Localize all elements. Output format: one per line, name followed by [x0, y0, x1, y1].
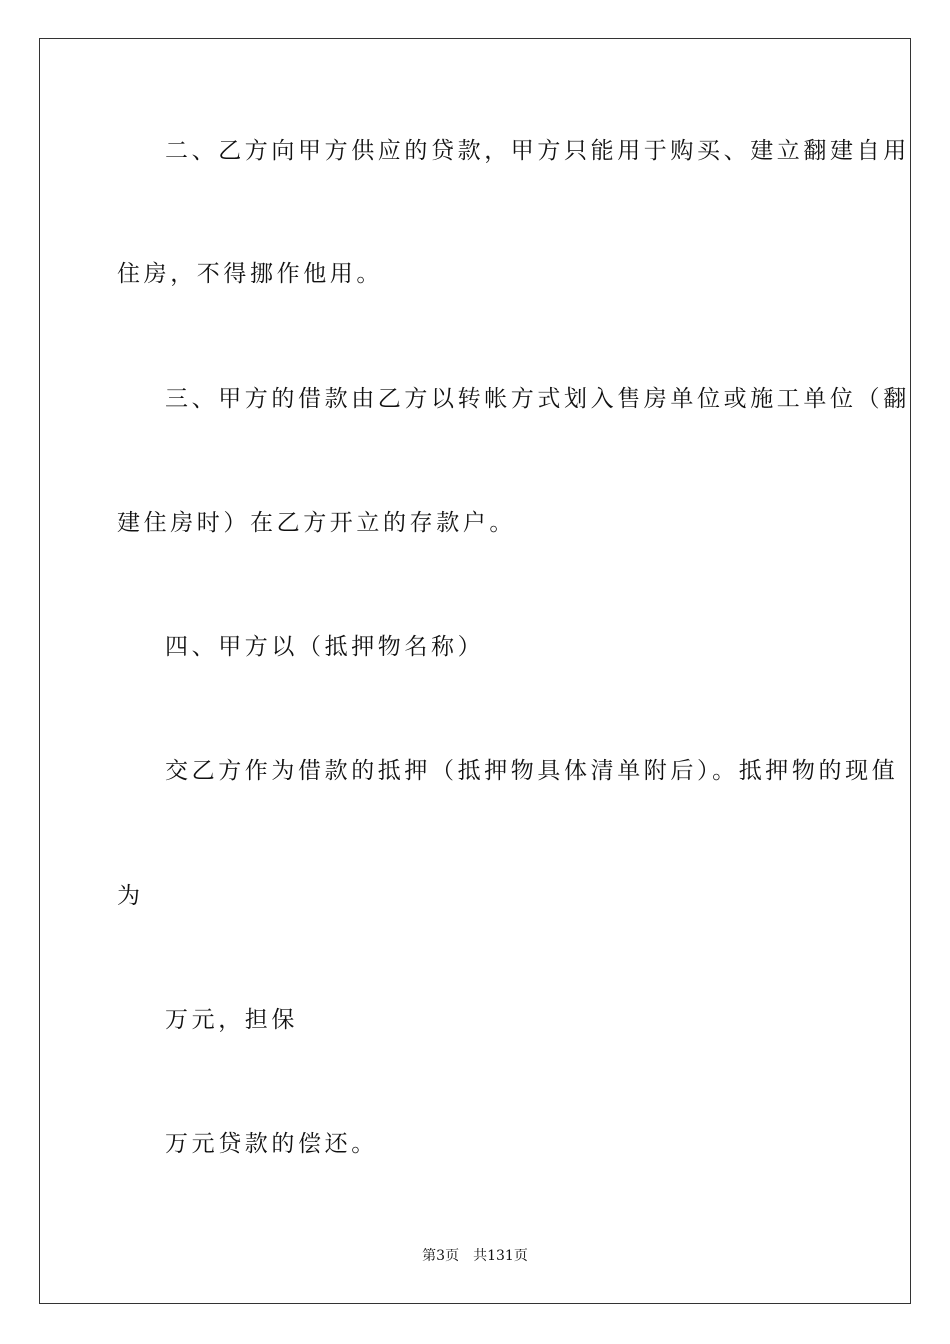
- page-number-total: 共131页: [473, 1248, 528, 1264]
- page-border: [39, 38, 911, 1304]
- page-footer: [0, 1246, 950, 1266]
- clause-3-line-1: 三、甲方的借款由乙方以转帐方式划入售房单位或施工单位（翻: [165, 386, 910, 412]
- clause-4-line-2: 交乙方作为借款的抵押（抵押物具体清单附后）。抵押物的现值: [165, 758, 899, 784]
- clause-4-line-1: 四、甲方以（抵押物名称）: [165, 634, 485, 660]
- clause-3-line-2: 建住房时）在乙方开立的存款户。: [117, 510, 516, 536]
- clause-2-line-2: 住房，不得挪作他用。: [117, 261, 383, 287]
- clause-2-line-1: 二、乙方向甲方供应的贷款，甲方只能用于购买、建立翻建自用: [165, 138, 910, 164]
- page-number-current: 第3页: [422, 1248, 460, 1264]
- clause-4-line-3: 为: [117, 883, 144, 909]
- clause-4-line-4: 万元，担保: [165, 1007, 298, 1033]
- clause-4-line-5: 万元贷款的偿还。: [165, 1131, 378, 1157]
